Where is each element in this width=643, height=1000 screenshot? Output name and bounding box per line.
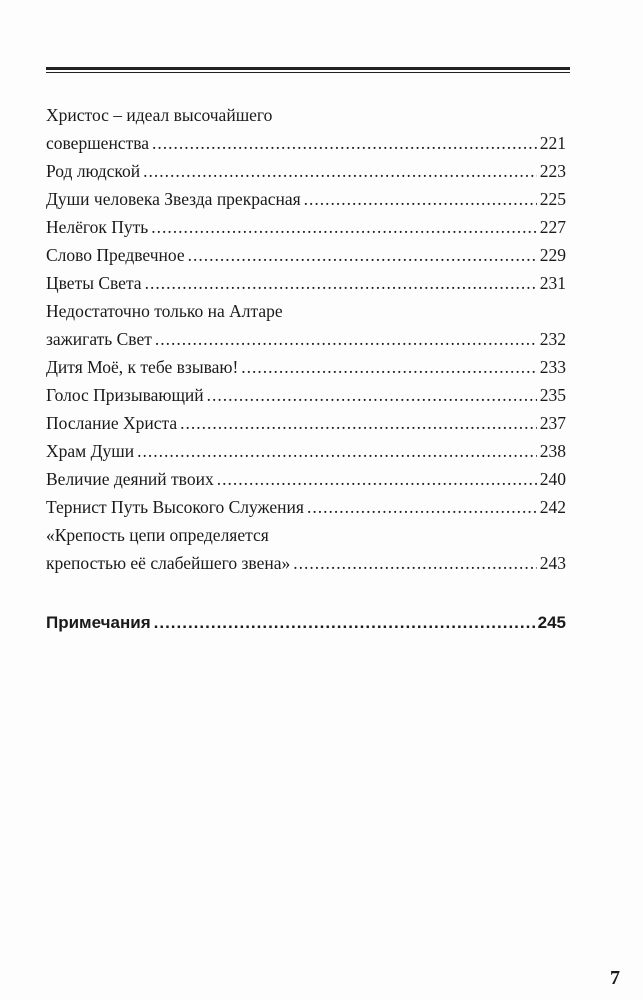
- toc-entry-line: [46, 185, 566, 213]
- toc-entry-title: Величие деяний твоих: [46, 469, 214, 489]
- toc-entry-title: Недостаточно только на Алтаре: [46, 301, 283, 321]
- toc-page-number: 232: [539, 329, 566, 349]
- notes-title: Примечания: [46, 613, 151, 632]
- page-number: 7: [610, 967, 620, 989]
- dot-leader: [293, 549, 537, 577]
- toc-entry-title: совершенства: [46, 133, 150, 153]
- dot-leader: [180, 409, 537, 437]
- toc-page-number: 229: [539, 245, 566, 265]
- table-of-contents: [46, 101, 566, 577]
- toc-entry-title: Нелёгок Путь: [46, 217, 149, 237]
- dot-leader: [188, 241, 537, 269]
- dot-leader: [154, 609, 535, 637]
- dot-leader: [152, 129, 537, 157]
- toc-page-number: 242: [539, 497, 566, 517]
- toc-entry-line: [46, 269, 566, 297]
- toc-page-number: 240: [539, 469, 566, 489]
- toc-entry-title: Души человека Звезда прекрасная: [46, 189, 301, 209]
- toc-page-number: 221: [539, 133, 566, 153]
- dot-leader: [207, 381, 537, 409]
- toc-entry-line: [46, 493, 566, 521]
- toc-entry-line: [46, 325, 566, 353]
- notes-page-number: 245: [537, 613, 566, 632]
- header-rule-thin: [46, 72, 570, 73]
- toc-page-number: 223: [539, 161, 566, 181]
- toc-entry-title: Род людской: [46, 161, 141, 181]
- toc-page-number: 243: [539, 553, 566, 573]
- dot-leader: [143, 157, 537, 185]
- dot-leader: [307, 493, 537, 521]
- toc-entry-line: [46, 409, 566, 437]
- toc-entry-line: [46, 549, 566, 577]
- toc-entry-line: [46, 353, 566, 381]
- toc-notes-entry: [46, 609, 566, 637]
- toc-page-number: 225: [539, 189, 566, 209]
- toc-page-number: 233: [539, 357, 566, 377]
- toc-entry-line: [46, 213, 566, 241]
- header-rule-thick: [46, 67, 570, 70]
- toc-entry-title: «Крепость цепи определяется: [46, 525, 269, 545]
- toc-page-number: 235: [539, 385, 566, 405]
- toc-entry-line: [46, 297, 566, 325]
- toc-entry-title: Цветы Света: [46, 273, 142, 293]
- dot-leader: [155, 325, 537, 353]
- toc-entry-line: [46, 241, 566, 269]
- toc-entry-line: [46, 129, 566, 157]
- toc-entry-line: [46, 381, 566, 409]
- toc-entry-line: [46, 101, 566, 129]
- dot-leader: [304, 185, 537, 213]
- toc-entry-title: Слово Предвечное: [46, 245, 185, 265]
- toc-entry-title: Тернист Путь Высокого Служения: [46, 497, 304, 517]
- dot-leader: [217, 465, 537, 493]
- toc-entry-title: крепостью её слабейшего звена»: [46, 553, 291, 573]
- toc-entry-title: Дитя Моё, к тебе взываю!: [46, 357, 239, 377]
- toc-entry-title: зажигать Свет: [46, 329, 152, 349]
- dot-leader: [145, 269, 537, 297]
- toc-page-number: 237: [539, 413, 566, 433]
- dot-leader: [137, 437, 537, 465]
- toc-entry-title: Храм Души: [46, 441, 135, 461]
- toc-entry-title: Голос Призывающий: [46, 385, 204, 405]
- toc-page-number: 238: [539, 441, 566, 461]
- dot-leader: [151, 213, 536, 241]
- dot-leader: [241, 353, 536, 381]
- toc-page-number: 227: [539, 217, 566, 237]
- toc-page-number: 231: [539, 273, 566, 293]
- toc-entry-title: Христос – идеал высочайшего: [46, 105, 273, 125]
- toc-entry-line: [46, 465, 566, 493]
- toc-entry-line: [46, 521, 566, 549]
- toc-entry-title: Послание Христа: [46, 413, 178, 433]
- toc-entry-line: [46, 157, 566, 185]
- toc-entry-line: [46, 437, 566, 465]
